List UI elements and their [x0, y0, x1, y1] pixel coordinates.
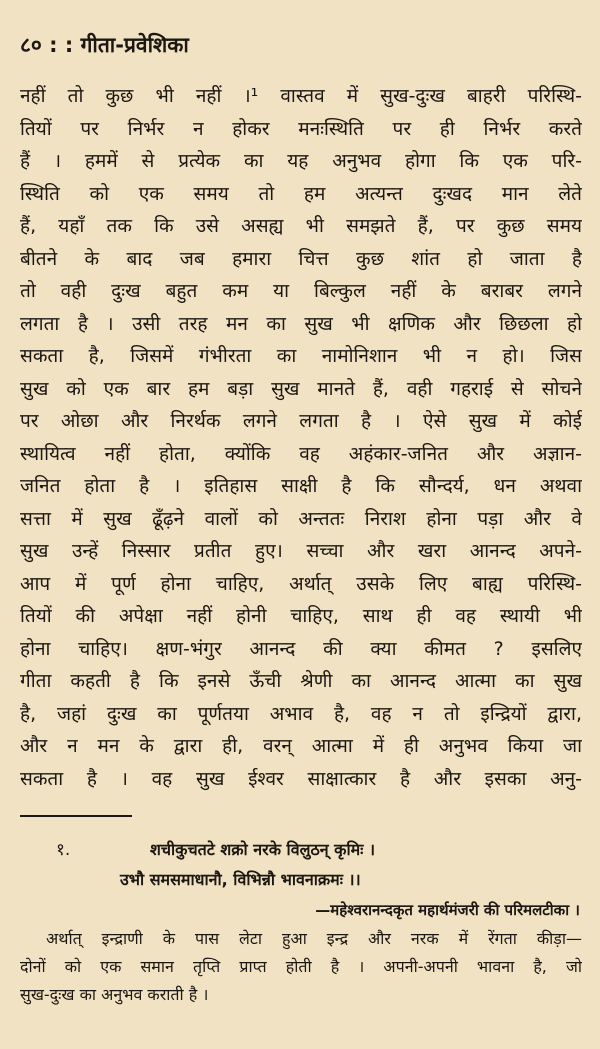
verse-text: उभौ समसमाधानौ, विभिन्नौ भावनाक्रमः ।।: [120, 870, 361, 889]
body-line: तो वही दुःख बहुत कम या बिल्कुल नहीं के बराबर लगने: [20, 280, 582, 302]
body-line: हैं । हममें से प्रत्येक का यह अनुभव होगा कि एक परि-: [20, 150, 582, 172]
footnote-number: १.: [56, 840, 71, 860]
body-line: सकता है, जिसमें गंभीरता का नामोनिशान भी न हो। जिस: [20, 345, 582, 367]
body-line: सुख को एक बार हम बड़ा सुख मानते हैं, वही गहराई से सोचने: [20, 377, 582, 400]
footnote-translation-line: अर्थात् इन्द्राणी के पास लेटा हुआ इन्द्र और नरक में रेंगता कीड़ा—: [46, 929, 582, 948]
footnote-translation-line: दोनों को एक समान तृप्ति प्राप्त होती है । अपनी-अपनी भावना है, जो: [20, 957, 582, 976]
footnote-source: —महेश्वरानन्दकृत महार्थमंजरी की परिमलटीका ।: [315, 901, 580, 919]
body-line: पर ओछा और निरर्थक लगने लगता है । ऐसे सुख में कोई: [20, 410, 582, 432]
footnote-verse-line-2: [20, 865, 582, 895]
body-line: सकता है । वह सुख ईश्वर साक्षात्कार है और इसका अनु-: [20, 767, 582, 790]
footnote-translation-line: सुख-दुःख का अनुभव कराती है ।: [20, 985, 209, 1004]
body-line: नहीं तो कुछ भी नहीं ।¹ वास्तव में सुख-दुःख बाहरी परिस्थि-: [20, 85, 582, 107]
body-text: [20, 80, 582, 795]
body-line: बीतने के बाद जब हमारा चित्त कुछ शांत हो जाता है: [20, 247, 582, 270]
body-line: तियों पर निर्भर न होकर मनःस्थिति पर ही निर्भर करते: [20, 117, 582, 140]
body-line: जनित होता है । इतिहास साक्षी है कि सौन्दर्य, धन अथवा: [20, 475, 582, 497]
body-line: हैं, यहाँ तक कि उसे असह्य भी समझते हैं, पर कुछ समय: [20, 215, 582, 237]
body-line: सुख उन्हें निस्सार प्रतीत हुए। सच्चा और खरा आनन्द अपने-: [20, 540, 582, 562]
footnote-verse-line-1: [20, 835, 582, 865]
body-line: और न मन के द्वारा ही, वरन् आत्मा में ही अनुभव किया जा: [20, 735, 582, 757]
footnote: [20, 835, 582, 1009]
verse-text: शचीकुचतटे शक्रो नरके विलुठन् कृमिः ।: [150, 840, 376, 859]
body-line: तियों की अपेक्षा नहीं होनी चाहिए, साथ ही वह स्थायी भी: [20, 605, 582, 627]
body-line: गीता कहती है कि इनसे ऊँची श्रेणी का आनन्द आत्मा का सुख: [20, 670, 582, 692]
body-line: सत्ता में सुख ढूँढ़ने वालों को अन्ततः निराश होना पड़ा और वे: [20, 507, 582, 530]
footnote-divider: [20, 815, 132, 817]
body-line: लगता है । उसी तरह मन का सुख भी क्षणिक और छिछला हो: [20, 312, 582, 335]
body-line: स्थायित्व नहीं होता, क्योंकि वह अहंकार-जनित और अज्ञान-: [20, 442, 582, 465]
body-line: स्थिति को एक समय तो हम अत्यन्त दुःखद मान लेते: [20, 182, 582, 205]
body-line: होना चाहिए। क्षण-भंगुर आनन्द की क्या कीमत ? इसलिए: [20, 637, 582, 660]
body-line: आप में पूर्ण होना चाहिए, अर्थात् उसके लिए बाह्य परिस्थि-: [20, 572, 582, 595]
page-header: ८० : : गीता-प्रवेशिका: [20, 33, 189, 57]
body-line: है, जहां दुःख का पूर्णतया अभाव है, वह न तो इन्द्रियों द्वारा,: [20, 702, 582, 725]
